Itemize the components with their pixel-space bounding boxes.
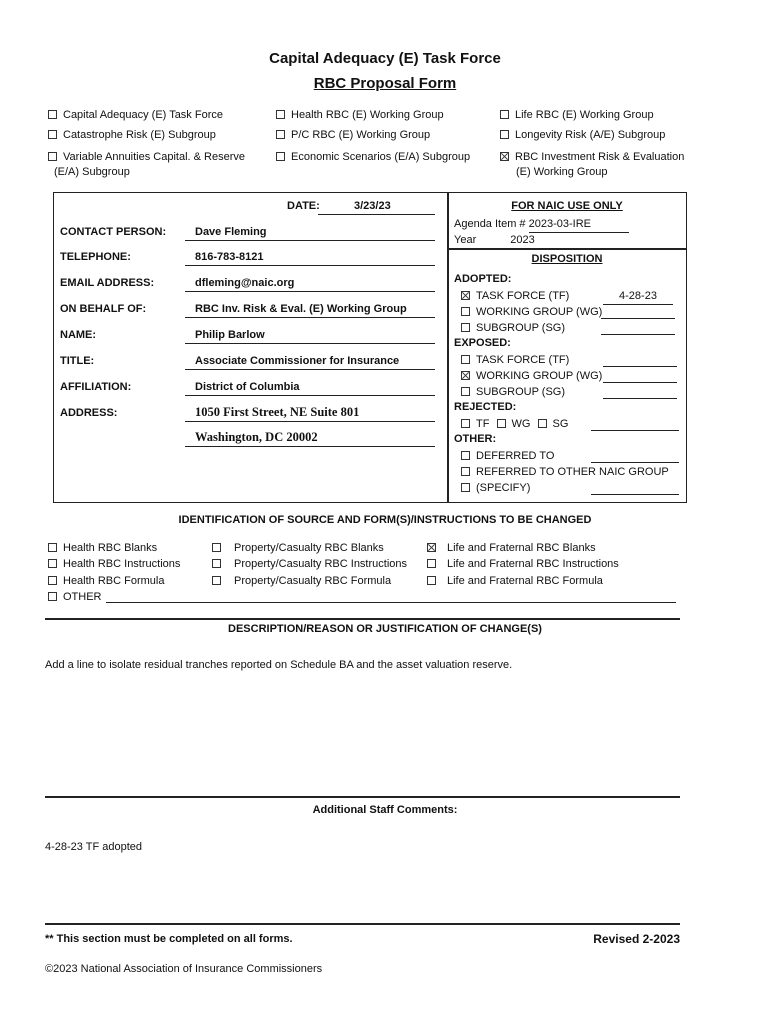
contact-person-value[interactable]: Dave Fleming bbox=[185, 226, 435, 241]
group-option[interactable]: Longevity Risk (A/E) Subgroup bbox=[500, 128, 665, 143]
group-option[interactable]: Life RBC (E) Working Group bbox=[500, 108, 654, 123]
form-option[interactable]: Health RBC Formula bbox=[48, 574, 164, 589]
affiliation-value[interactable]: District of Columbia bbox=[185, 381, 435, 396]
checked-checkbox-icon[interactable] bbox=[461, 371, 470, 380]
name-value[interactable]: Philip Barlow bbox=[185, 329, 435, 344]
agenda-item-value[interactable]: 2023-03-IRE bbox=[529, 216, 629, 233]
checkbox-icon[interactable] bbox=[48, 152, 57, 161]
form-option[interactable]: Health RBC Instructions bbox=[48, 557, 180, 572]
form-option[interactable]: Life and Fraternal RBC Blanks bbox=[427, 541, 596, 556]
revised-label: Revised 2-2023 bbox=[593, 932, 680, 946]
checkbox-icon[interactable] bbox=[497, 419, 506, 428]
checkbox-icon[interactable] bbox=[461, 323, 470, 332]
address-line1-value[interactable]: 1050 First Street, NE Suite 801 bbox=[185, 406, 435, 422]
checkbox-icon[interactable] bbox=[48, 592, 57, 601]
checkbox-icon[interactable] bbox=[48, 559, 57, 568]
deferred-option[interactable]: DEFERRED TO bbox=[461, 448, 554, 464]
blank-line bbox=[603, 382, 677, 383]
section-divider bbox=[45, 796, 680, 798]
adopted-label: ADOPTED: bbox=[454, 273, 512, 285]
disposition-heading: DISPOSITION bbox=[531, 253, 603, 265]
checkbox-icon[interactable] bbox=[538, 419, 547, 428]
exposed-label: EXPOSED: bbox=[454, 337, 511, 349]
other-option[interactable]: OTHER bbox=[48, 590, 102, 605]
blank-line bbox=[603, 366, 677, 367]
checkbox-icon[interactable] bbox=[276, 110, 285, 119]
specify-option[interactable]: (SPECIFY) bbox=[461, 480, 530, 496]
title-label: TITLE: bbox=[60, 355, 95, 367]
checkbox-icon[interactable] bbox=[461, 307, 470, 316]
rejected-options[interactable]: TF WG SG bbox=[461, 416, 568, 432]
adopted-sg[interactable]: SUBGROUP (SG) bbox=[461, 320, 565, 336]
naic-divider bbox=[447, 248, 687, 250]
checkbox-icon[interactable] bbox=[461, 451, 470, 460]
title-value[interactable]: Associate Commissioner for Insurance bbox=[185, 355, 435, 370]
date-label: DATE: bbox=[287, 200, 320, 212]
rejected-label: REJECTED: bbox=[454, 401, 517, 413]
checkbox-icon[interactable] bbox=[212, 559, 221, 568]
section-divider bbox=[45, 923, 680, 925]
telephone-value[interactable]: 816-783-8121 bbox=[185, 251, 435, 266]
group-option[interactable]: Economic Scenarios (E/A) Subgroup bbox=[276, 150, 470, 165]
comments-text[interactable]: 4-28-23 TF adopted bbox=[45, 841, 143, 853]
blank-line bbox=[591, 494, 679, 495]
email-value[interactable]: dfleming@naic.org bbox=[185, 277, 435, 292]
checked-checkbox-icon[interactable] bbox=[461, 291, 470, 300]
contact-person-label: CONTACT PERSON: bbox=[60, 226, 167, 238]
exposed-sg[interactable]: SUBGROUP (SG) bbox=[461, 384, 565, 400]
form-option[interactable]: Health RBC Blanks bbox=[48, 541, 157, 556]
checkbox-icon[interactable] bbox=[461, 387, 470, 396]
checkbox-icon[interactable] bbox=[500, 110, 509, 119]
group-option[interactable]: P/C RBC (E) Working Group bbox=[276, 128, 430, 143]
on-behalf-label: ON BEHALF OF: bbox=[60, 303, 147, 315]
on-behalf-value[interactable]: RBC Inv. Risk & Eval. (E) Working Group bbox=[185, 303, 435, 318]
checkbox-icon[interactable] bbox=[212, 543, 221, 552]
address-line2-value[interactable]: Washington, DC 20002 bbox=[185, 431, 435, 447]
description-text[interactable]: Add a line to isolate residual tranches reported on Schedule BA and the asset valuation reserve. bbox=[45, 659, 513, 671]
checkbox-icon[interactable] bbox=[276, 152, 285, 161]
checkbox-icon[interactable] bbox=[48, 130, 57, 139]
checkbox-icon[interactable] bbox=[461, 419, 470, 428]
checkbox-icon[interactable] bbox=[48, 543, 57, 552]
telephone-label: TELEPHONE: bbox=[60, 251, 131, 263]
exposed-wg[interactable]: WORKING GROUP (WG) bbox=[461, 368, 602, 384]
adopted-wg[interactable]: WORKING GROUP (WG) bbox=[461, 304, 602, 320]
other-label: OTHER: bbox=[454, 433, 497, 445]
exposed-tf[interactable]: TASK FORCE (TF) bbox=[461, 352, 569, 368]
footer-note: ** This section must be completed on all forms. bbox=[45, 933, 293, 945]
checkbox-icon[interactable] bbox=[427, 559, 436, 568]
section-divider bbox=[45, 618, 680, 620]
blank-line bbox=[591, 430, 679, 431]
date-value[interactable]: 3/23/23 bbox=[318, 200, 435, 215]
copyright: ©2023 National Association of Insurance Commissioners bbox=[45, 963, 323, 975]
group-option[interactable]: Catastrophe Risk (E) Subgroup bbox=[48, 128, 216, 143]
naic-heading: FOR NAIC USE ONLY bbox=[511, 200, 623, 212]
agenda-item: Agenda Item # 2023-03-IRE bbox=[454, 216, 629, 233]
form-option[interactable]: Property/Casualty RBC Instructions bbox=[212, 557, 407, 572]
description-heading: DESCRIPTION/REASON OR JUSTIFICATION OF CHANGE(S) bbox=[228, 623, 542, 635]
blank-line bbox=[591, 462, 679, 463]
referred-option[interactable]: REFERRED TO OTHER NAIC GROUP bbox=[461, 464, 669, 480]
year-row: Year 2023 bbox=[454, 232, 572, 249]
checked-checkbox-icon[interactable] bbox=[427, 543, 436, 552]
affiliation-label: AFFILIATION: bbox=[60, 381, 132, 393]
form-subtitle: RBC Proposal Form bbox=[313, 75, 457, 92]
comments-heading: Additional Staff Comments: bbox=[312, 804, 458, 816]
adopted-tf[interactable]: TASK FORCE (TF) bbox=[461, 288, 569, 304]
group-option[interactable]: RBC Investment Risk & Evaluation (E) Working Group bbox=[500, 150, 684, 180]
checkbox-icon[interactable] bbox=[461, 467, 470, 476]
blank-line bbox=[601, 334, 675, 335]
name-label: NAME: bbox=[60, 329, 97, 341]
form-title: Capital Adequacy (E) Task Force bbox=[269, 50, 501, 67]
year-value[interactable]: 2023 bbox=[502, 232, 572, 249]
checkbox-icon[interactable] bbox=[461, 483, 470, 492]
checked-checkbox-icon[interactable] bbox=[500, 152, 509, 161]
group-option[interactable]: Capital Adequacy (E) Task Force bbox=[48, 108, 223, 123]
group-option[interactable]: Variable Annuities Capital. & Reserve (E/A) Subgroup bbox=[48, 150, 245, 180]
form-option[interactable]: Property/Casualty RBC Blanks bbox=[212, 541, 384, 556]
checkbox-icon[interactable] bbox=[48, 576, 57, 585]
email-label: EMAIL ADDRESS: bbox=[60, 277, 155, 289]
checkbox-icon[interactable] bbox=[500, 130, 509, 139]
checkbox-icon[interactable] bbox=[276, 130, 285, 139]
other-specify-line[interactable] bbox=[106, 602, 676, 603]
group-option[interactable]: Health RBC (E) Working Group bbox=[276, 108, 444, 123]
form-option[interactable]: Life and Fraternal RBC Instructions bbox=[427, 557, 619, 572]
form-option[interactable]: Property/Casualty RBC Formula bbox=[212, 574, 391, 589]
blank-line bbox=[601, 318, 675, 319]
blank-line bbox=[603, 398, 677, 399]
checkbox-icon[interactable] bbox=[427, 576, 436, 585]
form-option[interactable]: Life and Fraternal RBC Formula bbox=[427, 574, 603, 589]
checkbox-icon[interactable] bbox=[48, 110, 57, 119]
address-label: ADDRESS: bbox=[60, 407, 118, 419]
adopted-tf-date[interactable]: 4-28-23 bbox=[603, 288, 673, 305]
checkbox-icon[interactable] bbox=[461, 355, 470, 364]
checkbox-icon[interactable] bbox=[212, 576, 221, 585]
identification-heading: IDENTIFICATION OF SOURCE AND FORM(S)/INSTRUCTIONS TO BE CHANGED bbox=[178, 514, 592, 526]
